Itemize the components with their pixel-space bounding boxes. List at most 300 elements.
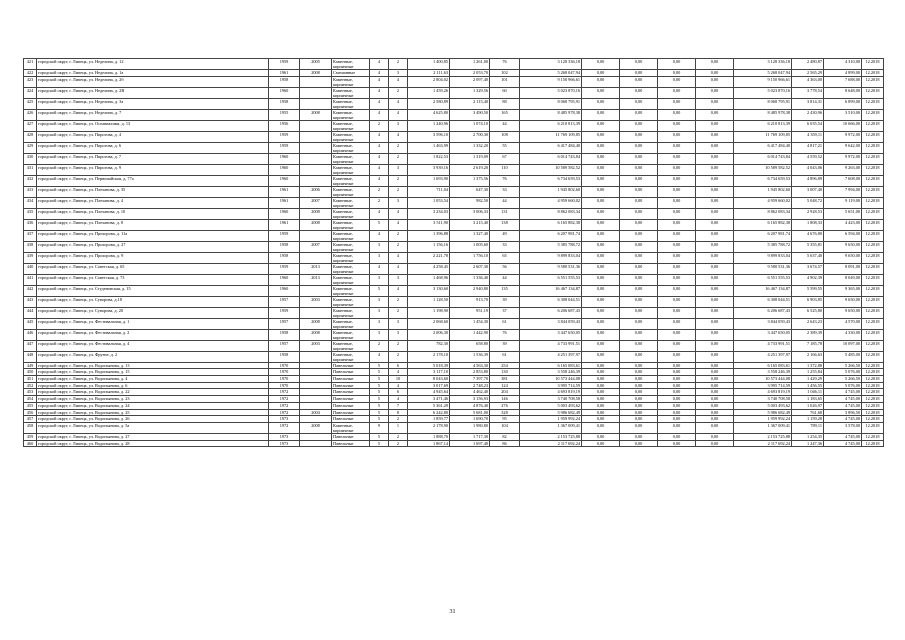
cell-address: городской округ, г. Липецк, ул. Фестивальная, д. 4: [37, 340, 269, 351]
cell-floors: 5: [370, 369, 389, 376]
cell-year: 1961: [269, 70, 300, 77]
cell-area-total: 4 625,80: [408, 109, 450, 120]
cell-residents: 39: [490, 296, 520, 307]
cell-c3: 0,00: [658, 389, 696, 396]
cell-floors: 5: [370, 396, 389, 403]
cell-c6: 5 355,81: [792, 241, 824, 252]
table-row: [24, 382, 884, 389]
cell-floors: 4: [370, 87, 389, 98]
cell-entrances: 3: [389, 70, 408, 77]
cell-c7: 5 266,50: [824, 362, 862, 369]
cell-date: 12.2018: [862, 219, 884, 230]
cell-year: 1970: [269, 376, 300, 383]
cell-entrances: 2: [389, 175, 408, 186]
cell-c1: 0,00: [582, 433, 620, 440]
cell-n: 424: [24, 87, 37, 98]
table-row: [24, 109, 884, 120]
cell-walls: Каменные, кирпичные: [332, 263, 370, 274]
cell-walls: Каменные, кирпичные: [332, 59, 370, 70]
cell-walls: Панельные: [332, 369, 370, 376]
cell-c6: 4 896,89: [792, 175, 824, 186]
cell-date: 12.2018: [862, 70, 884, 77]
cell-entrances: 6: [389, 362, 408, 369]
table-row: [24, 318, 884, 329]
cell-c2: 0,00: [620, 285, 658, 296]
table-row: [24, 76, 884, 87]
cell-cost-total: 3 995 714,59: [520, 382, 582, 389]
cell-area-total: 1 867,14: [408, 440, 450, 447]
cell-residents: 82: [490, 433, 520, 440]
cell-c4: 0,00: [696, 59, 734, 70]
cell-area-total: 4 945,64: [408, 389, 450, 396]
cell-date: 12.2018: [862, 230, 884, 241]
cell-n: 453: [24, 389, 37, 396]
cell-year: 1960: [269, 208, 300, 219]
cell-date: 12.2018: [862, 76, 884, 87]
cell-date: 12.2018: [862, 389, 884, 396]
cell-c3: 0,00: [658, 219, 696, 230]
cell-n: 454: [24, 396, 37, 403]
cell-walls: Каменные, кирпичные: [332, 197, 370, 208]
cell-c2: 0,00: [620, 351, 658, 362]
cell-year: 1960: [269, 153, 300, 164]
cell-year: 1972: [269, 422, 300, 433]
cell-area-total: 1 822,53: [408, 153, 450, 164]
cell-year: 1958: [269, 76, 300, 87]
cell-year-repair: [300, 131, 332, 142]
cell-c3: 0,00: [658, 142, 696, 153]
cell-area-living: 1 005,60: [450, 241, 490, 252]
cell-year: 1959: [269, 263, 300, 274]
cell-c6: 1 046,11: [792, 389, 824, 396]
cell-area-total: 1 128,50: [408, 296, 450, 307]
cell-floors: 2: [370, 340, 389, 351]
cell-c2: 0,00: [620, 274, 658, 285]
table-row: [24, 351, 884, 362]
cell-area-living: 1 697,40: [450, 440, 490, 447]
cell-date: 12.2018: [862, 98, 884, 109]
cell-c3: 0,00: [658, 362, 696, 369]
cell-entrances: 8: [389, 409, 408, 416]
cell-residents: 95: [490, 416, 520, 423]
cell-year-repair: [300, 87, 332, 98]
cell-c5: 2 117 692,24: [734, 440, 792, 447]
cell-date: 12.2018: [862, 396, 884, 403]
cell-c6: 2 565,29: [792, 70, 824, 77]
cell-c2: 0,00: [620, 440, 658, 447]
cell-residents: 55: [490, 142, 520, 153]
cell-floors: 5: [370, 376, 389, 383]
cell-entrances: 4: [389, 396, 408, 403]
cell-walls: Панельные: [332, 396, 370, 403]
cell-area-total: 2 580,89: [408, 98, 450, 109]
table-row: [24, 59, 884, 70]
cell-cost-total: 4 733 991,51: [520, 340, 582, 351]
cell-c1: 0,00: [582, 120, 620, 131]
cell-c3: 0,00: [658, 296, 696, 307]
cell-cost-total: 5 268 047,94: [520, 70, 582, 77]
cell-c3: 0,00: [658, 396, 696, 403]
cell-residents: 67: [490, 153, 520, 164]
cell-year-repair: [300, 164, 332, 175]
cell-c5: 1 959 992,24: [734, 416, 792, 423]
cell-c7: 5 076,00: [824, 382, 862, 389]
cell-c7: 4 899,00: [824, 70, 862, 77]
cell-c2: 0,00: [620, 396, 658, 403]
cell-c5: 3 558 246,39: [734, 369, 792, 376]
cell-n: 439: [24, 252, 37, 263]
cell-c2: 0,00: [620, 422, 658, 433]
cell-year-repair: [300, 369, 332, 376]
cell-walls: Каменные, кирпичные: [332, 296, 370, 307]
cell-c1: 0,00: [582, 351, 620, 362]
cell-c2: 0,00: [620, 416, 658, 423]
cell-c1: 0,00: [582, 59, 620, 70]
cell-n: 447: [24, 340, 37, 351]
cell-c2: 0,00: [620, 376, 658, 383]
cell-year-repair: [300, 76, 332, 87]
cell-cost-total: 4 251 397,97: [520, 351, 582, 362]
cell-residents: 33: [490, 241, 520, 252]
cell-year: 1973: [269, 433, 300, 440]
cell-cost-total: 1 959 992,24: [520, 416, 582, 423]
cell-c5: 4 959 660,02: [734, 197, 792, 208]
cell-c6: 6 525,80: [792, 307, 824, 318]
cell-address: городской округ, г. Липецк, ул. Водопьянова, д. 24: [37, 402, 269, 409]
cell-date: 12.2018: [862, 142, 884, 153]
cell-c7: 5 485,00: [824, 351, 862, 362]
cell-c3: 0,00: [658, 70, 696, 77]
cell-n: 452: [24, 382, 37, 389]
cell-cost-total: 8 485 978,38: [520, 109, 582, 120]
cell-cost-total: 16 467 134,87: [520, 285, 582, 296]
cell-c3: 0,00: [658, 98, 696, 109]
cell-year-repair: [300, 416, 332, 423]
cell-date: 12.2018: [862, 241, 884, 252]
cell-c7: 3 510,00: [824, 109, 862, 120]
cell-c1: 0,00: [582, 98, 620, 109]
cell-residents: 61: [490, 351, 520, 362]
cell-year-repair: 2007: [300, 197, 332, 208]
cell-area-living: 982,50: [450, 197, 490, 208]
table-row: [24, 87, 884, 98]
cell-c3: 0,00: [658, 340, 696, 351]
table-row: [24, 296, 884, 307]
table-row: [24, 70, 884, 77]
cell-address: городской округ, г. Липецк, ул. Неделина, д. 2В: [37, 87, 269, 98]
cell-date: 12.2018: [862, 307, 884, 318]
cell-cost-total: 8 068 795,91: [520, 98, 582, 109]
cell-c7: 4 330,00: [824, 329, 862, 340]
cell-year-repair: 2008: [300, 318, 332, 329]
cell-date: 12.2018: [862, 175, 884, 186]
cell-year-repair: [300, 382, 332, 389]
cell-address: городской округ, г. Липецк, ул. Фрунзе, д. 2: [37, 351, 269, 362]
cell-c2: 0,00: [620, 76, 658, 87]
cell-walls: Каменные, кирпичные: [332, 76, 370, 87]
table-row: [24, 164, 884, 175]
cell-n: 445: [24, 318, 37, 329]
cell-date: 12.2018: [862, 263, 884, 274]
cell-area-living: 1 442,90: [450, 329, 490, 340]
cell-year-repair: 2013: [300, 263, 332, 274]
cell-area-living: 2 053,70: [450, 70, 490, 77]
cell-year-repair: [300, 389, 332, 396]
cell-c3: 0,00: [658, 382, 696, 389]
cell-c1: 0,00: [582, 197, 620, 208]
cell-c1: 0,00: [582, 285, 620, 296]
cell-floors: 3: [370, 252, 389, 263]
cell-residents: 124: [490, 382, 520, 389]
cell-cost-total: 4 959 660,02: [520, 197, 582, 208]
cell-residents: 254: [490, 362, 520, 369]
table-row: [24, 369, 884, 376]
cell-year-repair: 2008: [300, 219, 332, 230]
cell-year: 1970: [269, 362, 300, 369]
cell-area-living: 2 115,40: [450, 98, 490, 109]
cell-area-total: 2 178,90: [408, 422, 450, 433]
cell-address: городской округ, г. Липецк, ул. Водопьянова, д. 4: [37, 376, 269, 383]
cell-area-living: 1 756,10: [450, 252, 490, 263]
cell-area-living: 647,30: [450, 186, 490, 197]
cell-c7: 3 578,00: [824, 422, 862, 433]
cell-c6: 5 599,55: [792, 285, 824, 296]
cell-walls: Каменные, кирпичные: [332, 351, 370, 362]
cell-area-living: 2 940,80: [450, 285, 490, 296]
cell-c2: 0,00: [620, 402, 658, 409]
cell-c3: 0,00: [658, 274, 696, 285]
cell-address: городской округ, г. Липецк, ул. Плеханова, д. 4: [37, 197, 269, 208]
cell-year: 1961: [269, 219, 300, 230]
cell-area-total: 1 156,16: [408, 241, 450, 252]
cell-year: 1972: [269, 389, 300, 396]
cell-entrances: 4: [389, 252, 408, 263]
cell-year-repair: 2008: [300, 109, 332, 120]
cell-residents: 135: [490, 285, 520, 296]
cell-c3: 0,00: [658, 376, 696, 383]
cell-c4: 0,00: [696, 396, 734, 403]
cell-cost-total: 6 308 044,51: [520, 296, 582, 307]
cell-floors: 4: [370, 263, 389, 274]
cell-area-total: 1 240,96: [408, 120, 450, 131]
cell-c3: 0,00: [658, 433, 696, 440]
cell-n: 436: [24, 219, 37, 230]
cell-c3: 0,00: [658, 175, 696, 186]
cell-residents: 110: [490, 164, 520, 175]
cell-c6: 2 166,63: [792, 351, 824, 362]
cell-c5: 6 551 555,53: [734, 274, 792, 285]
cell-c6: 1 026,97: [792, 402, 824, 409]
cell-address: городской округ, г. Липецк, ул. Фестивальная, д. 1: [37, 318, 269, 329]
cell-n: 455: [24, 402, 37, 409]
cell-residents: 130: [490, 369, 520, 376]
cell-c3: 0,00: [658, 186, 696, 197]
cell-walls: Панельные: [332, 382, 370, 389]
cell-c1: 0,00: [582, 307, 620, 318]
cell-c7: 4 745,00: [824, 433, 862, 440]
cell-entrances: 4: [389, 208, 408, 219]
cell-area-total: 3 117,10: [408, 369, 450, 376]
table-row: [24, 197, 884, 208]
cell-c1: 0,00: [582, 109, 620, 120]
cell-year: 1957: [269, 340, 300, 351]
cell-c2: 0,00: [620, 340, 658, 351]
cell-area-living: 1 454,30: [450, 318, 490, 329]
cell-entrances: 4: [389, 285, 408, 296]
cell-walls: Смешанные: [332, 70, 370, 77]
cell-c7: 9 365,00: [824, 285, 862, 296]
cell-floors: 4: [370, 59, 389, 70]
cell-area-living: 2 619,20: [450, 164, 490, 175]
cell-walls: Каменные, кирпичные: [332, 340, 370, 351]
cell-address: городской округ, г. Липецк, ул. Водопьянова, д. 25: [37, 409, 269, 416]
cell-c4: 0,00: [696, 340, 734, 351]
cell-floors: 5: [370, 389, 389, 396]
cell-c5: 9 899 833,04: [734, 252, 792, 263]
cell-entrances: 2: [389, 416, 408, 423]
cell-c4: 0,00: [696, 285, 734, 296]
cell-area-living: 1 336,40: [450, 274, 490, 285]
cell-area-living: 951,19: [450, 307, 490, 318]
cell-area-living: 4 876,40: [450, 402, 490, 409]
cell-c3: 0,00: [658, 440, 696, 447]
cell-date: 12.2018: [862, 208, 884, 219]
cell-residents: 165: [490, 109, 520, 120]
cell-year-repair: 2004: [300, 409, 332, 416]
cell-c3: 0,00: [658, 416, 696, 423]
cell-c4: 0,00: [696, 98, 734, 109]
cell-year-repair: 2006: [300, 186, 332, 197]
cell-date: 12.2018: [862, 164, 884, 175]
cell-c4: 0,00: [696, 382, 734, 389]
cell-entrances: 2: [389, 241, 408, 252]
cell-address: городской округ, г. Липецк, ул. Неделина, д. 1а: [37, 70, 269, 77]
cell-n: 449: [24, 362, 37, 369]
cell-walls: Каменные, кирпичные: [332, 87, 370, 98]
cell-walls: Каменные, кирпичные: [332, 422, 370, 433]
cell-c7: 9 972,00: [824, 131, 862, 142]
cell-year-repair: [300, 402, 332, 409]
cell-area-living: 1 329,56: [450, 87, 490, 98]
cell-year: 1960: [269, 87, 300, 98]
cell-area-total: 2 178,10: [408, 351, 450, 362]
cell-address: городской округ, г. Липецк, ул. Неделина, д. 3а: [37, 98, 269, 109]
cell-residents: 102: [490, 70, 520, 77]
cell-c5: 5 385 788,72: [734, 241, 792, 252]
cell-c5: 6 210 813,39: [734, 120, 792, 131]
cell-c4: 0,00: [696, 175, 734, 186]
cell-c1: 0,00: [582, 274, 620, 285]
cell-floors: 4: [370, 230, 389, 241]
cell-floors: 4: [370, 131, 389, 142]
cell-c1: 0,00: [582, 131, 620, 142]
cell-area-living: 1 980,80: [450, 422, 490, 433]
cell-c3: 0,00: [658, 263, 696, 274]
cell-area-living: 1 717,30: [450, 433, 490, 440]
cell-floors: 3: [370, 318, 389, 329]
cell-date: 12.2018: [862, 369, 884, 376]
cell-c4: 0,00: [696, 376, 734, 383]
cell-floors: 9: [370, 422, 389, 433]
cell-entrances: 2: [389, 230, 408, 241]
cell-floors: 2: [370, 197, 389, 208]
cell-date: 12.2018: [862, 329, 884, 340]
cell-c3: 0,00: [658, 307, 696, 318]
cell-c4: 0,00: [696, 120, 734, 131]
cell-date: 12.2018: [862, 340, 884, 351]
cell-year-repair: 2005: [300, 59, 332, 70]
cell-year: 1961: [269, 197, 300, 208]
cell-c3: 0,00: [658, 120, 696, 131]
cell-c1: 0,00: [582, 296, 620, 307]
cell-address: городской округ, г. Липецк, ул. Водопьянова, д. 26: [37, 416, 269, 423]
cell-c7: 4 570,00: [824, 318, 862, 329]
table-row: [24, 285, 884, 296]
cell-c6: 4 359,11: [792, 131, 824, 142]
cell-year-repair: [300, 362, 332, 369]
cell-address: городской округ, г. Липецк, ул. Прохорова, д. 9: [37, 252, 269, 263]
cell-c3: 0,00: [658, 285, 696, 296]
cell-c5: 10 573 444,08: [734, 376, 792, 383]
cell-residents: 108: [490, 131, 520, 142]
cell-walls: Панельные: [332, 416, 370, 423]
cell-c1: 0,00: [582, 318, 620, 329]
table-row: [24, 186, 884, 197]
cell-c6: 6 035,54: [792, 120, 824, 131]
cell-floors: 5: [370, 440, 389, 447]
cell-year-repair: 2003: [300, 296, 332, 307]
cell-c2: 0,00: [620, 307, 658, 318]
cell-c7: 7 688,00: [824, 76, 862, 87]
cell-c3: 0,00: [658, 422, 696, 433]
cell-entrances: 4: [389, 219, 408, 230]
cell-entrances: 1: [389, 422, 408, 433]
cell-date: 12.2018: [862, 109, 884, 120]
cell-c7: 4 310,00: [824, 59, 862, 70]
cell-walls: Каменные, кирпичные: [332, 307, 370, 318]
cell-floors: 3: [370, 241, 389, 252]
cell-year: 1958: [269, 98, 300, 109]
cell-walls: Каменные, кирпичные: [332, 318, 370, 329]
cell-area-living: 4 563,30: [450, 362, 490, 369]
cell-c3: 0,00: [658, 241, 696, 252]
cell-floors: 3: [370, 329, 389, 340]
cell-walls: Панельные: [332, 440, 370, 447]
cell-c7: 8 091,00: [824, 263, 862, 274]
cell-year: 1960: [269, 274, 300, 285]
cell-c6: 3 814,31: [792, 98, 824, 109]
cell-c4: 0,00: [696, 402, 734, 409]
cell-area-total: 1 396,88: [408, 230, 450, 241]
table-row: [24, 396, 884, 403]
cell-address: городской округ, г. Липецк, ул. Водопьянова, д. 6: [37, 382, 269, 389]
table-row: [24, 142, 884, 153]
cell-floors: 5: [370, 416, 389, 423]
cell-c4: 0,00: [696, 208, 734, 219]
cell-c3: 0,00: [658, 329, 696, 340]
cell-walls: Каменные, кирпичные: [332, 285, 370, 296]
cell-c6: 4 902,39: [792, 274, 824, 285]
cell-c5: 9 150 966,61: [734, 76, 792, 87]
cell-area-total: 782,30: [408, 340, 450, 351]
cell-entrances: 4: [389, 382, 408, 389]
cell-residents: 88: [490, 98, 520, 109]
cell-date: 12.2018: [862, 362, 884, 369]
table-row: [24, 219, 884, 230]
cell-c7: 4 745,00: [824, 396, 862, 403]
table-row: [24, 263, 884, 274]
cell-cost-total: 5 986 682,49: [520, 409, 582, 416]
